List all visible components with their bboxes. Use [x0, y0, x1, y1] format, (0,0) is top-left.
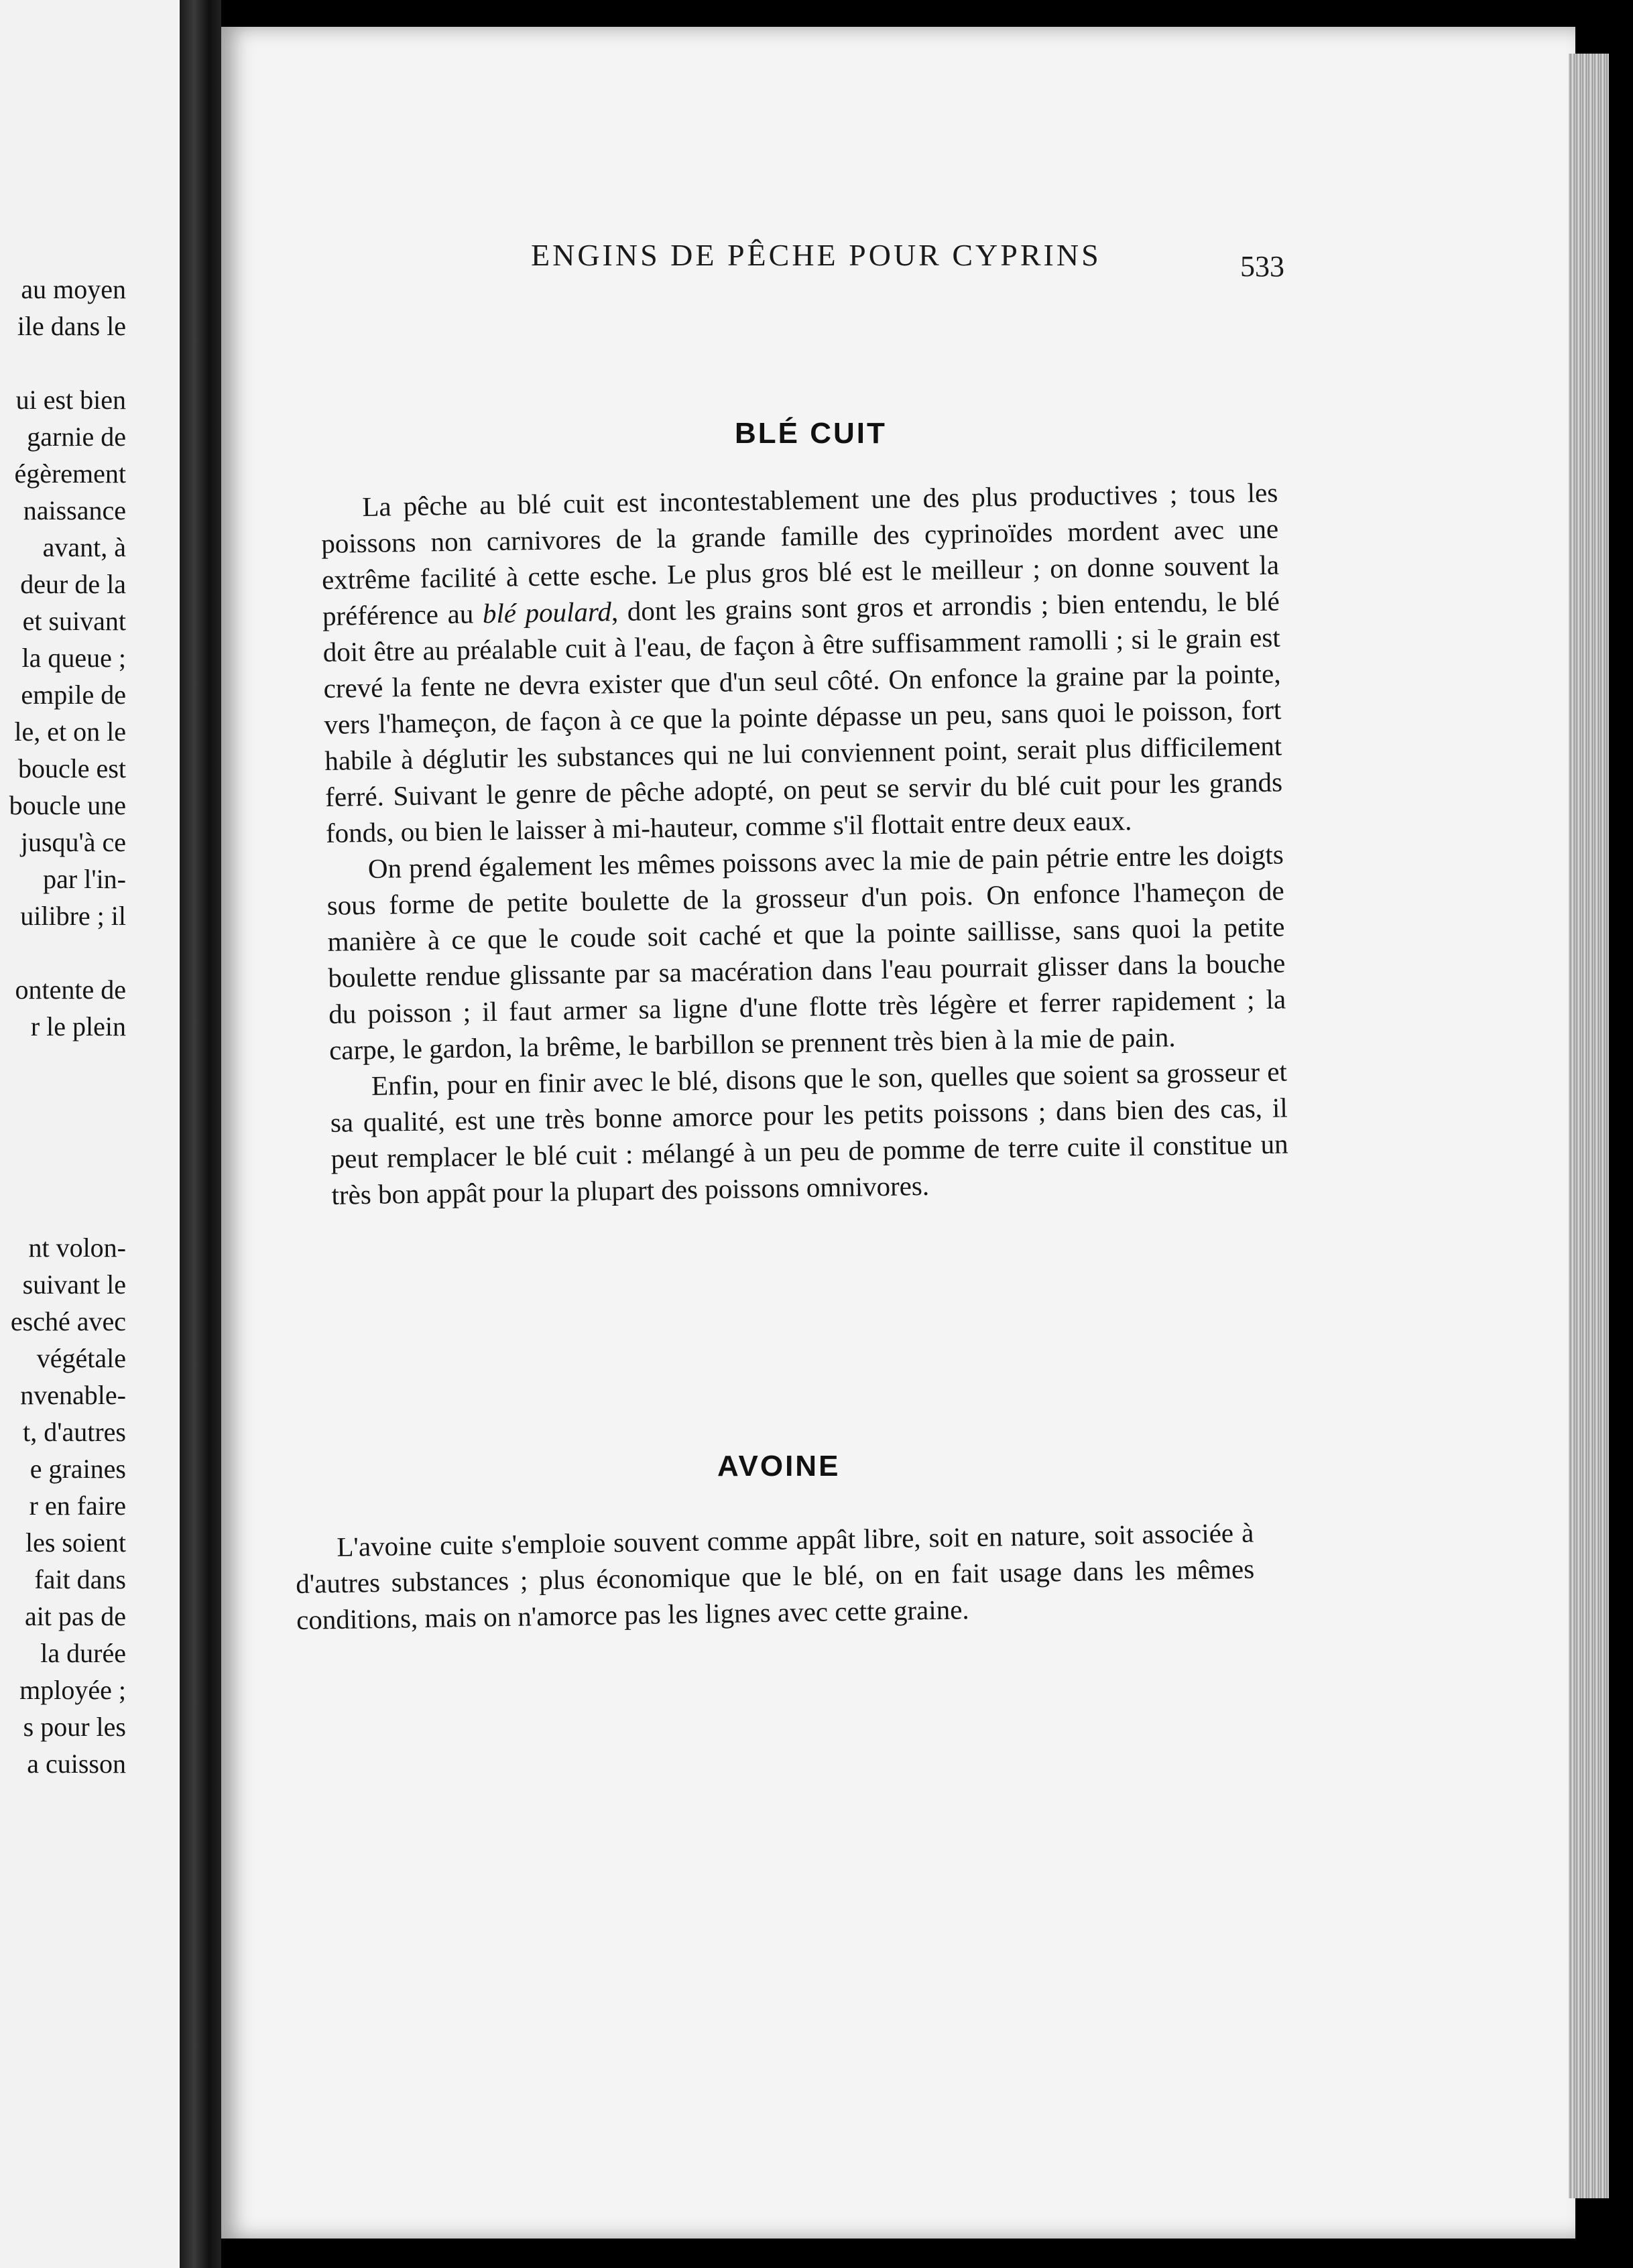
left-page-line: uilibre ; il — [20, 901, 126, 931]
left-page-line: ait pas de — [24, 1601, 126, 1631]
left-page-line: la queue ; — [21, 643, 126, 673]
left-page-line: garnie de — [27, 422, 126, 452]
paragraph-text: La pêche au blé cuit est incontestablement une des plus productives ; tous les poissons non carnivores de la grande famille des cyprinoïdes mordent avec une extrême facilité à cette esche. Le plus gros blé est le meilleur ; on donne souvent la préférence au — [320, 477, 1280, 631]
paragraph-text: , dont les grains sont gros et arrondis ; bien entendu, le blé doit être au préalable cuit à l'eau, de façon à être suffisamment ramolli ; si le grain est crevé la fente ne devra exister que d'un seul côté. On enfonce la graine par la pointe, vers l'hameçon, de façon à ce que la pointe dépasse un peu, sans quoi le poisson, fort habile à déglutir les substances qui ne lui conviennent point, serait plus difficilement ferré. Suivant le genre de pêche adopté, on peut se servir du blé cuit pour les grands fonds, ou bien le laisser à mi-hauteur, comme s'il flottait entre deux eaux. — [322, 585, 1283, 848]
left-page-line: boucle est — [17, 753, 126, 783]
left-page-line — [9, 1119, 126, 1155]
section-body-avoine — [295, 1515, 1255, 1638]
running-head: ENGINS DE PÊCHE POUR CYPRINS — [531, 238, 1101, 272]
left-page-line: nt volon- — [28, 1233, 126, 1263]
left-page-line: jusqu'à ce — [20, 827, 126, 857]
left-page-line — [9, 1082, 126, 1119]
left-page-line — [9, 344, 126, 381]
left-page-line: e graines — [29, 1454, 126, 1484]
page-edges — [1569, 54, 1609, 2198]
left-page-line: esché avec — [10, 1306, 126, 1336]
left-page-line: a cuisson — [27, 1749, 126, 1779]
left-page-line: la durée — [40, 1638, 126, 1668]
left-page-line: ile dans le — [17, 311, 126, 341]
left-page-line: nvenable- — [20, 1380, 126, 1410]
book-gutter — [180, 0, 221, 2268]
left-page-line: végétale — [36, 1343, 126, 1373]
section-title-ble-cuit: BLÉ CUIT — [735, 417, 887, 450]
italic-term: blé poulard — [482, 596, 612, 629]
paragraph: Enfin, pour en finir avec le blé, disons que le son, quelles que soient sa grosseur et sa qualité, est une très bonne amorce pour les petits poissons ; dans bien des cas, il peut remplacer le blé cuit : mélangé à un peu de pomme de terre cuite il constitue un très bon appât pour la plupart des poissons omnivores. — [330, 1056, 1288, 1210]
left-page-line: le, et on le — [14, 716, 126, 747]
left-page-line — [9, 1045, 126, 1082]
left-page-line: boucle une — [9, 790, 126, 820]
left-page-line: au moyen — [21, 274, 126, 304]
left-page-line: égèrement — [14, 458, 126, 489]
section-title-avoine: AVOINE — [717, 1450, 841, 1483]
paragraph — [320, 475, 1283, 851]
left-page-line: empile de — [21, 680, 126, 710]
left-page-line — [9, 1155, 126, 1192]
left-page-line: avant, à — [42, 532, 126, 562]
left-page-line: fait dans — [34, 1564, 126, 1594]
left-page-line — [9, 934, 126, 971]
paragraph: L'avoine cuite s'emploie souvent comme appât libre, soit en nature, soit associée à d'autres substances ; plus économique que le blé, on en fait usage dans les mêmes conditions, mais on n'amorce pas les lignes avec cette graine. — [295, 1517, 1255, 1635]
left-page-line: ontente de — [15, 974, 126, 1005]
left-page-line: r le plein — [30, 1011, 126, 1042]
page-number: 533 — [1240, 250, 1284, 283]
left-page-line: suivant le — [22, 1269, 126, 1300]
left-page-line: deur de la — [20, 569, 126, 599]
left-page-line: ui est bien — [15, 385, 126, 415]
section-body-ble-cuit — [320, 475, 1289, 1213]
left-page-line: mployée ; — [19, 1675, 126, 1705]
left-page-line: et suivant — [22, 606, 126, 636]
paragraph: On prend également les mêmes poissons avec la mie de pain pétrie entre les doigts sous forme de petite boulette de la grosseur d'un pois. On enfonce l'hameçon de manière à ce que le coude soit caché et que la pointe saillisse, sans quoi la petite boulette rendue glissante par sa macération dans l'eau pourrait glisser dans la bouche du poisson ; il faut armer sa ligne d'une flotte très légère et ferrer rapidement ; la carpe, le gardon, la brême, le barbillon se prennent très bien à la mie de pain. — [326, 838, 1286, 1066]
left-page-line: naissance — [23, 495, 126, 525]
left-page-line: r en faire — [29, 1491, 126, 1521]
left-page-line: s pour les — [23, 1712, 126, 1742]
left-page-line: t, d'autres — [23, 1417, 126, 1447]
left-page-line: par l'in- — [43, 864, 126, 894]
left-page-line: les soient — [25, 1527, 126, 1558]
left-page-line — [9, 1192, 126, 1229]
left-page-text — [9, 271, 126, 1782]
left-page — [0, 0, 180, 2268]
